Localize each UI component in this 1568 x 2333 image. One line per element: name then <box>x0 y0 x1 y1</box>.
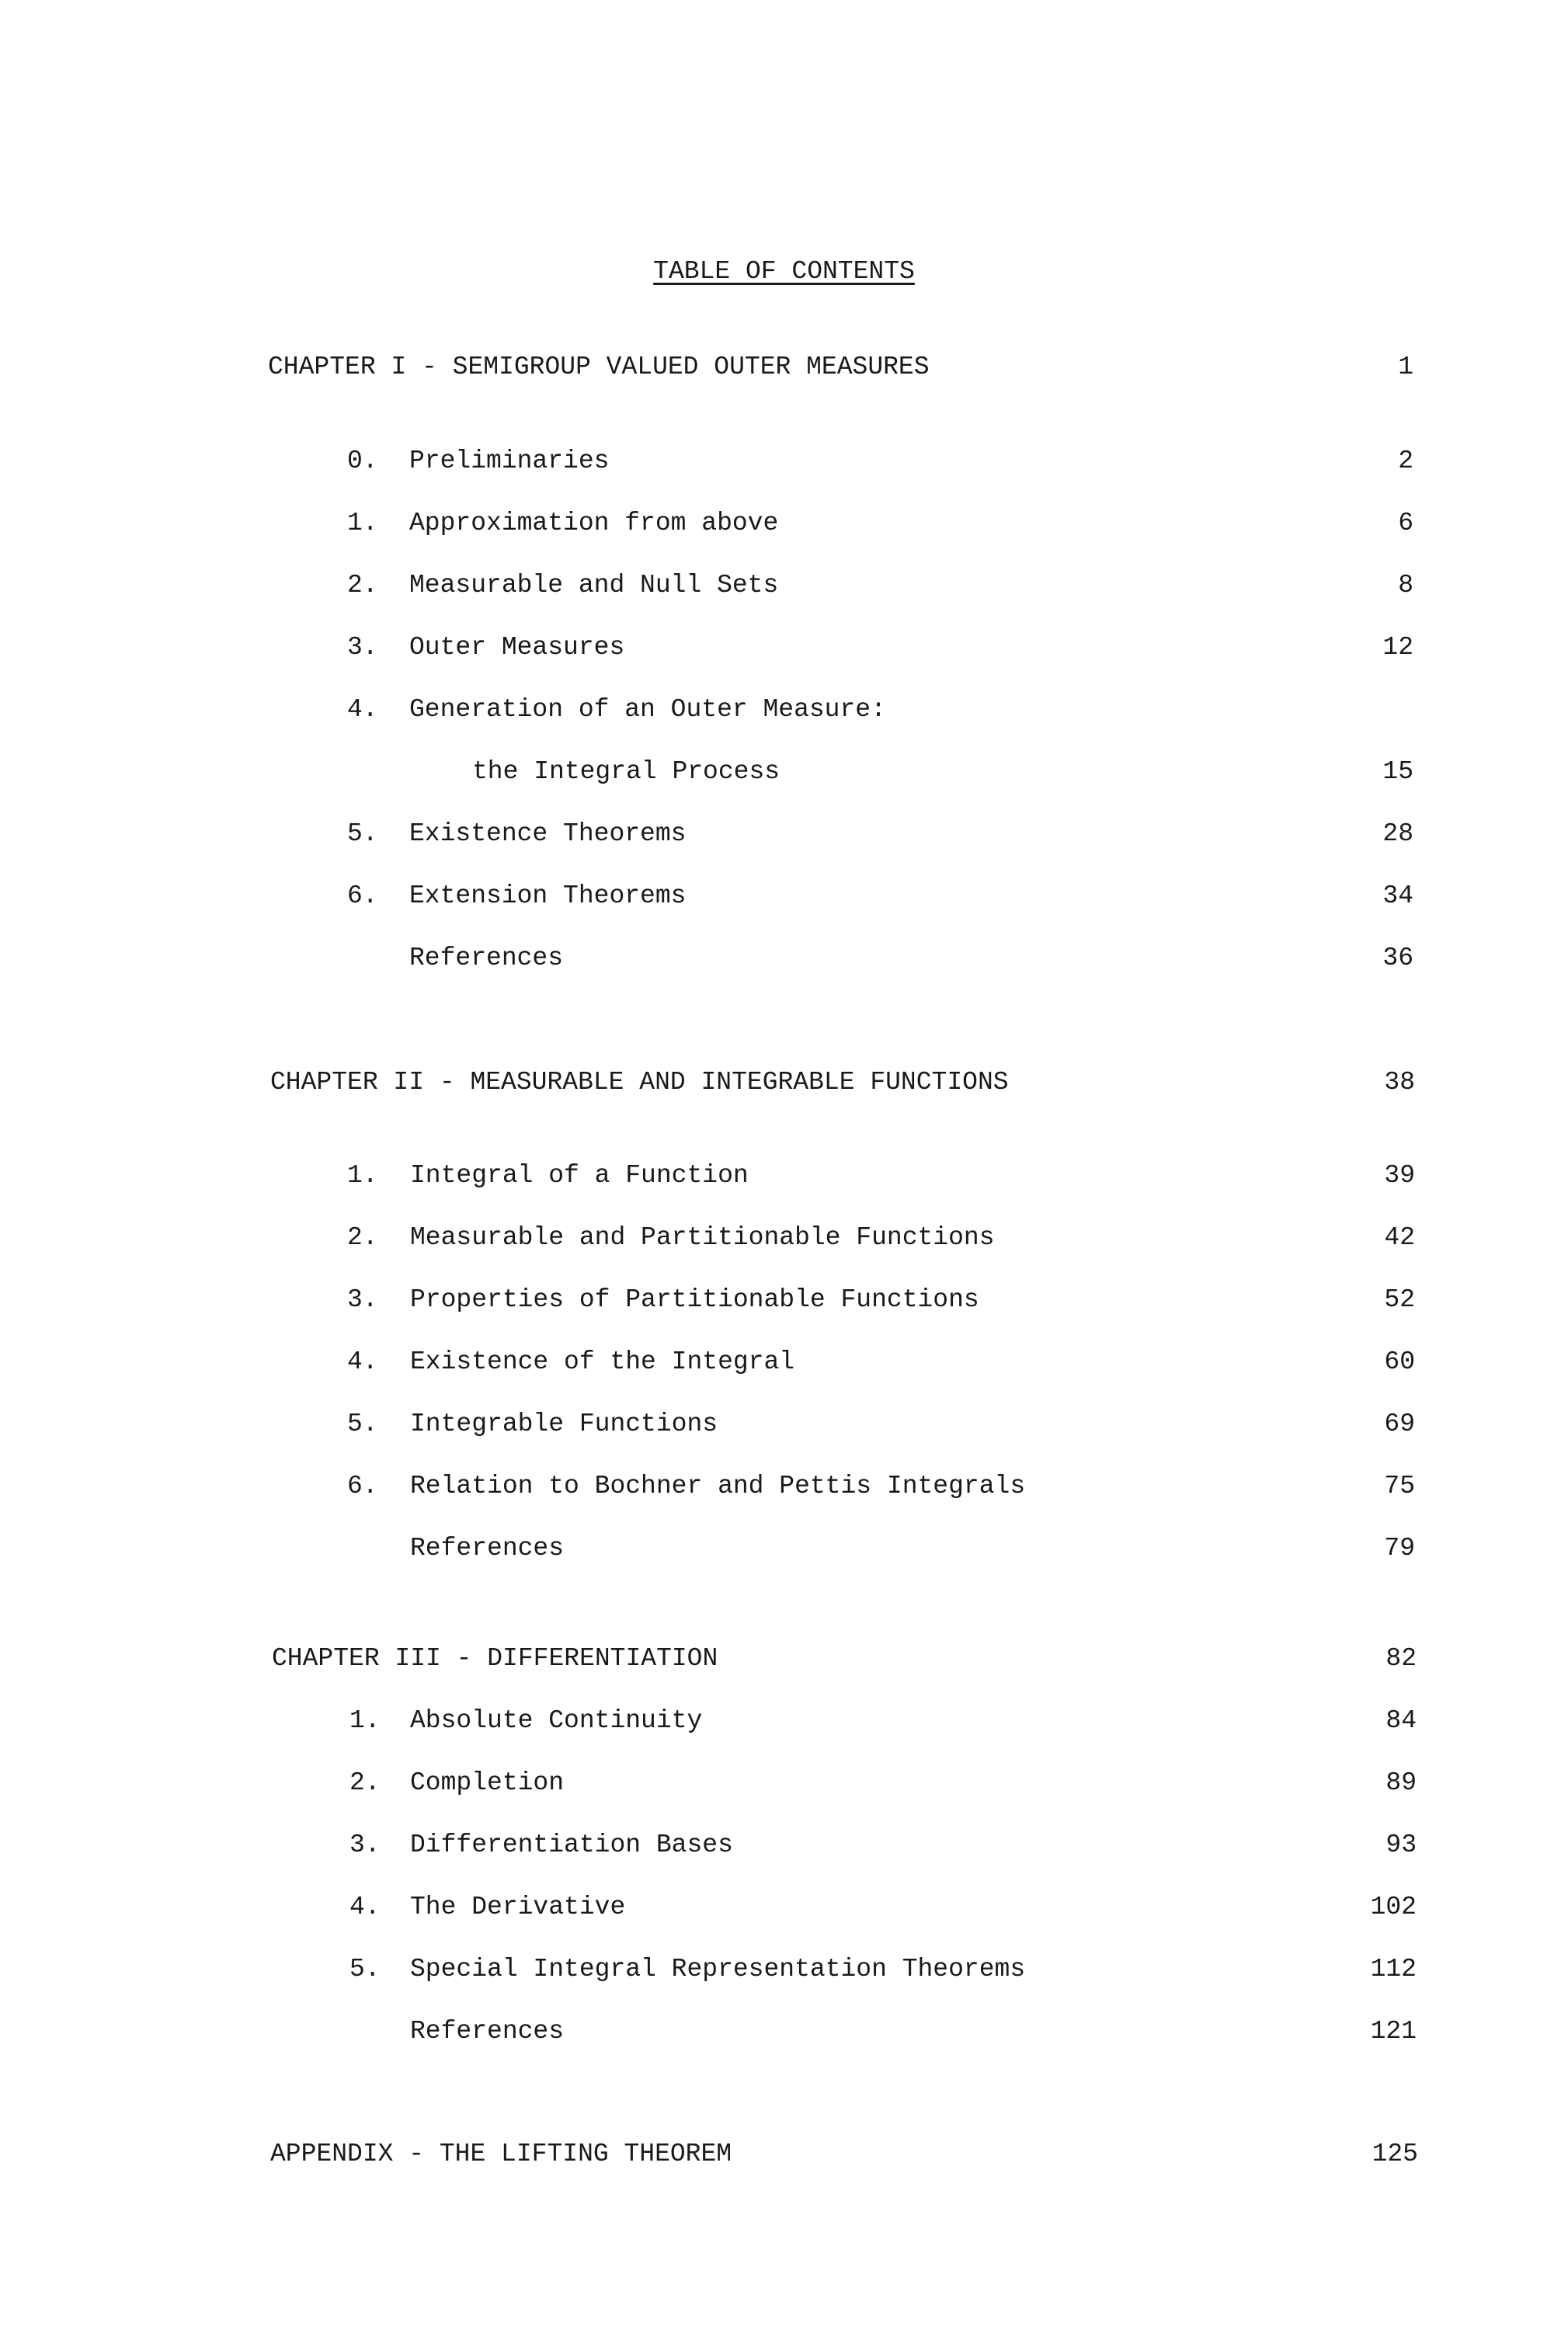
entry-title: Measurable and Partitionable Functions <box>410 1223 995 1252</box>
entry-title: Special Integral Representation Theorems <box>410 1955 1026 1984</box>
page-number: 69 <box>1384 1410 1415 1438</box>
toc-entry[interactable] <box>0 1221 1568 1255</box>
toc-entry[interactable] <box>0 1345 1568 1379</box>
page-number: 75 <box>1384 1472 1415 1500</box>
toc-entry-references[interactable] <box>0 2015 1568 2049</box>
page-number: 84 <box>1385 1706 1417 1735</box>
entry-number: 3. <box>347 633 378 662</box>
entry-title: the Integral Process <box>472 757 781 786</box>
toc-heading <box>0 256 1568 287</box>
entry-number: 3. <box>347 1285 378 1314</box>
entry-title: The Derivative <box>410 1893 626 1921</box>
entry-title: Measurable and Null Sets <box>409 571 779 600</box>
appendix-row[interactable] <box>0 2137 1568 2171</box>
toc-entry[interactable] <box>0 444 1568 478</box>
chapter-title: CHAPTER I - SEMIGROUP VALUED OUTER MEASURES <box>268 353 930 381</box>
toc-entry[interactable] <box>0 1704 1568 1738</box>
entry-title: References <box>409 944 564 972</box>
page-number: 12 <box>1382 633 1413 662</box>
page-number: 2 <box>1398 447 1413 475</box>
page-number: 34 <box>1382 881 1413 910</box>
page-number: 52 <box>1384 1285 1415 1314</box>
page-number: 15 <box>1382 757 1413 786</box>
chapter-2-row[interactable] <box>0 1066 1568 1100</box>
chapter-title: CHAPTER II - MEASURABLE AND INTEGRABLE FUNCTIONS <box>270 1068 1009 1097</box>
page-number: 1 <box>1398 353 1413 381</box>
entry-title: Properties of Partitionable Functions <box>410 1285 979 1314</box>
entry-number: 4. <box>349 1893 381 1921</box>
entry-title: Extension Theorems <box>409 881 687 910</box>
entry-title: Differentiation Bases <box>410 1831 733 1859</box>
toc-entry[interactable] <box>0 1407 1568 1441</box>
entry-title: References <box>410 2017 565 2046</box>
page-number: 82 <box>1385 1644 1417 1673</box>
toc-entry[interactable] <box>0 817 1568 851</box>
toc-entry[interactable] <box>0 1952 1568 1987</box>
entry-number: 2. <box>349 1768 381 1797</box>
page-number: 28 <box>1382 819 1413 848</box>
entry-title: References <box>410 1534 565 1563</box>
page-number: 89 <box>1385 1768 1417 1797</box>
page-number: 6 <box>1398 509 1413 537</box>
page-number: 38 <box>1384 1068 1415 1097</box>
toc-heading-text: TABLE OF CONTENTS <box>653 257 915 286</box>
toc-entry[interactable] <box>0 1283 1568 1317</box>
toc-entry[interactable] <box>0 879 1568 913</box>
page-number: 42 <box>1384 1223 1415 1252</box>
page-number: 39 <box>1384 1161 1415 1190</box>
toc-entry-references[interactable] <box>0 1532 1568 1566</box>
entry-number: 6. <box>347 881 378 910</box>
entry-title: Completion <box>410 1768 565 1797</box>
page-number: 93 <box>1385 1831 1417 1859</box>
entry-number: 1. <box>349 1706 381 1735</box>
chapter-3-row[interactable] <box>0 1642 1568 1676</box>
page-number: 36 <box>1382 944 1413 972</box>
chapter-1-row[interactable] <box>0 350 1568 384</box>
entry-title: Absolute Continuity <box>410 1706 703 1735</box>
entry-number: 5. <box>347 1410 378 1438</box>
toc-entry[interactable] <box>0 1159 1568 1193</box>
page-number: 102 <box>1370 1893 1417 1921</box>
entry-title: Generation of an Outer Measure: <box>409 695 886 724</box>
toc-entry[interactable] <box>0 631 1568 665</box>
page-number: 121 <box>1370 2017 1417 2046</box>
page-number: 125 <box>1372 2140 1418 2168</box>
entry-title: Integrable Functions <box>410 1410 718 1438</box>
entry-number: 2. <box>347 571 378 600</box>
entry-number: 2. <box>347 1223 378 1252</box>
toc-entry-continuation[interactable] <box>0 755 1568 789</box>
page-number: 60 <box>1384 1347 1415 1376</box>
entry-number: 4. <box>347 695 378 724</box>
page-number: 8 <box>1398 571 1413 600</box>
entry-title: Existence of the Integral <box>410 1347 795 1376</box>
toc-entry[interactable] <box>0 1890 1568 1924</box>
page-number: 112 <box>1370 1955 1417 1984</box>
entry-title: Outer Measures <box>409 633 625 662</box>
entry-number: 6. <box>347 1472 378 1500</box>
toc-entry-references[interactable] <box>0 941 1568 975</box>
entry-number: 0. <box>347 447 378 475</box>
appendix-title: APPENDIX - THE LIFTING THEOREM <box>270 2140 732 2168</box>
entry-title: Approximation from above <box>409 509 779 537</box>
page-number: 79 <box>1384 1534 1415 1563</box>
toc-entry[interactable] <box>0 693 1568 727</box>
toc-entry[interactable] <box>0 568 1568 603</box>
entry-number: 1. <box>347 509 378 537</box>
entry-number: 5. <box>349 1955 381 1984</box>
toc-entry[interactable] <box>0 506 1568 541</box>
chapter-title: CHAPTER III - DIFFERENTIATION <box>272 1644 718 1673</box>
toc-entry[interactable] <box>0 1766 1568 1800</box>
toc-entry[interactable] <box>0 1828 1568 1862</box>
entry-title: Preliminaries <box>409 447 610 475</box>
entry-title: Relation to Bochner and Pettis Integrals <box>410 1472 1026 1500</box>
entry-title: Existence Theorems <box>409 819 687 848</box>
entry-number: 5. <box>347 819 378 848</box>
entry-title: Integral of a Function <box>410 1161 749 1190</box>
entry-number: 1. <box>347 1161 378 1190</box>
toc-entry[interactable] <box>0 1469 1568 1504</box>
entry-number: 3. <box>349 1831 381 1859</box>
entry-number: 4. <box>347 1347 378 1376</box>
